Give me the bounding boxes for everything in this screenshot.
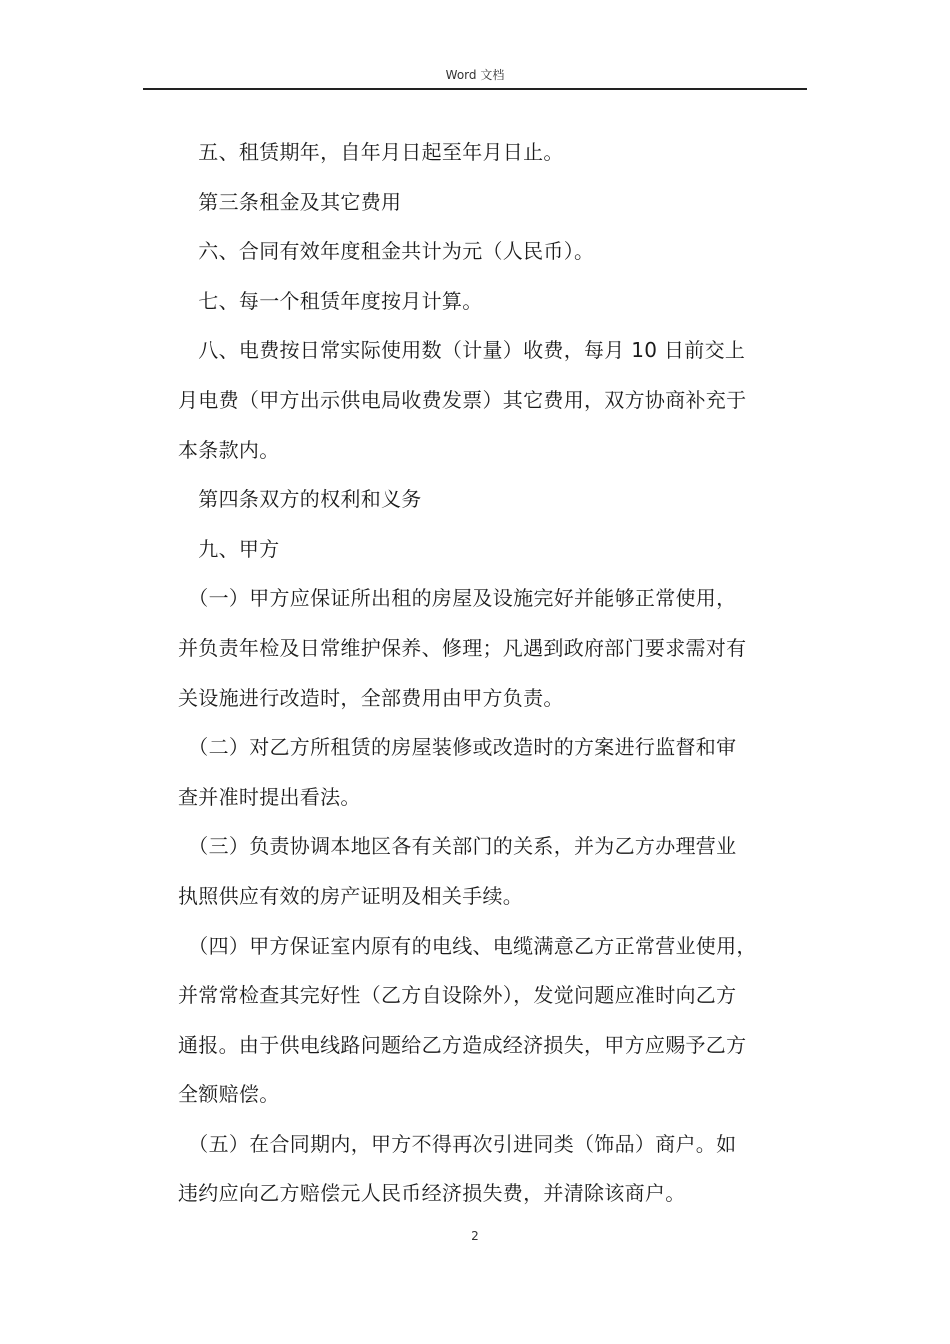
paragraph-line: （五）在合同期内，甲方不得再次引进同类（饰品）商户。如	[178, 1131, 737, 1156]
page-number: 2	[471, 1229, 479, 1243]
document-body	[178, 128, 810, 1219]
paragraph-line: 八、电费按日常实际使用数（计量）收费，每月 10 日前交上	[178, 338, 746, 363]
paragraph-line: 执照供应有效的房产证明及相关手续。	[178, 883, 524, 908]
paragraph-line: 并负责年检及日常维护保养、修理；凡遇到政府部门要求需对有	[178, 635, 747, 660]
page-footer	[0, 1226, 950, 1246]
paragraph-line: 违约应向乙方赔偿元人民币经济损失费，并清除该商户。	[178, 1181, 686, 1206]
paragraph-line: （一）甲方应保证所出租的房屋及设施完好并能够正常使用，	[178, 586, 737, 611]
paragraph-line: 月电费（甲方出示供电局收费发票）其它费用，双方协商补充于	[178, 387, 747, 412]
paragraph-line: 通报。由于供电线路问题给乙方造成经济损失，甲方应赐予乙方	[178, 1032, 747, 1057]
paragraph-line: 七、每一个租赁年度按月计算。	[178, 288, 483, 313]
paragraph-line: 查并准时提出看法。	[178, 784, 361, 809]
paragraph-line: 并常常检查其完好性（乙方自设除外），发觉问题应准时向乙方	[178, 983, 737, 1008]
paragraph-line: 六、合同有效年度租金共计为元（人民币）。	[178, 239, 595, 264]
paragraph-line: 九、甲方	[178, 536, 280, 561]
paragraph-line: （二）对乙方所租赁的房屋装修或改造时的方案进行监督和审	[178, 735, 737, 760]
paragraph-line: 五、租赁期年，自年月日起至年月日止。	[178, 140, 564, 164]
paragraph-line: （四）甲方保证室内原有的电线、电缆满意乙方正常营业使用，	[178, 933, 757, 958]
paragraph-line: 关设施进行改造时，全部费用由甲方负责。	[178, 685, 564, 710]
paragraph-line: 第四条双方的权利和义务	[178, 487, 422, 512]
page-header	[143, 62, 807, 90]
paragraph-line: 全额赔偿。	[178, 1082, 280, 1107]
paragraph-line: 本条款内。	[178, 437, 280, 462]
paragraph-line: 第三条租金及其它费用	[178, 189, 402, 214]
header-title: Word 文档	[445, 68, 505, 82]
paragraph-line: （三）负责协调本地区各有关部门的关系，并为乙方办理营业	[178, 834, 737, 859]
